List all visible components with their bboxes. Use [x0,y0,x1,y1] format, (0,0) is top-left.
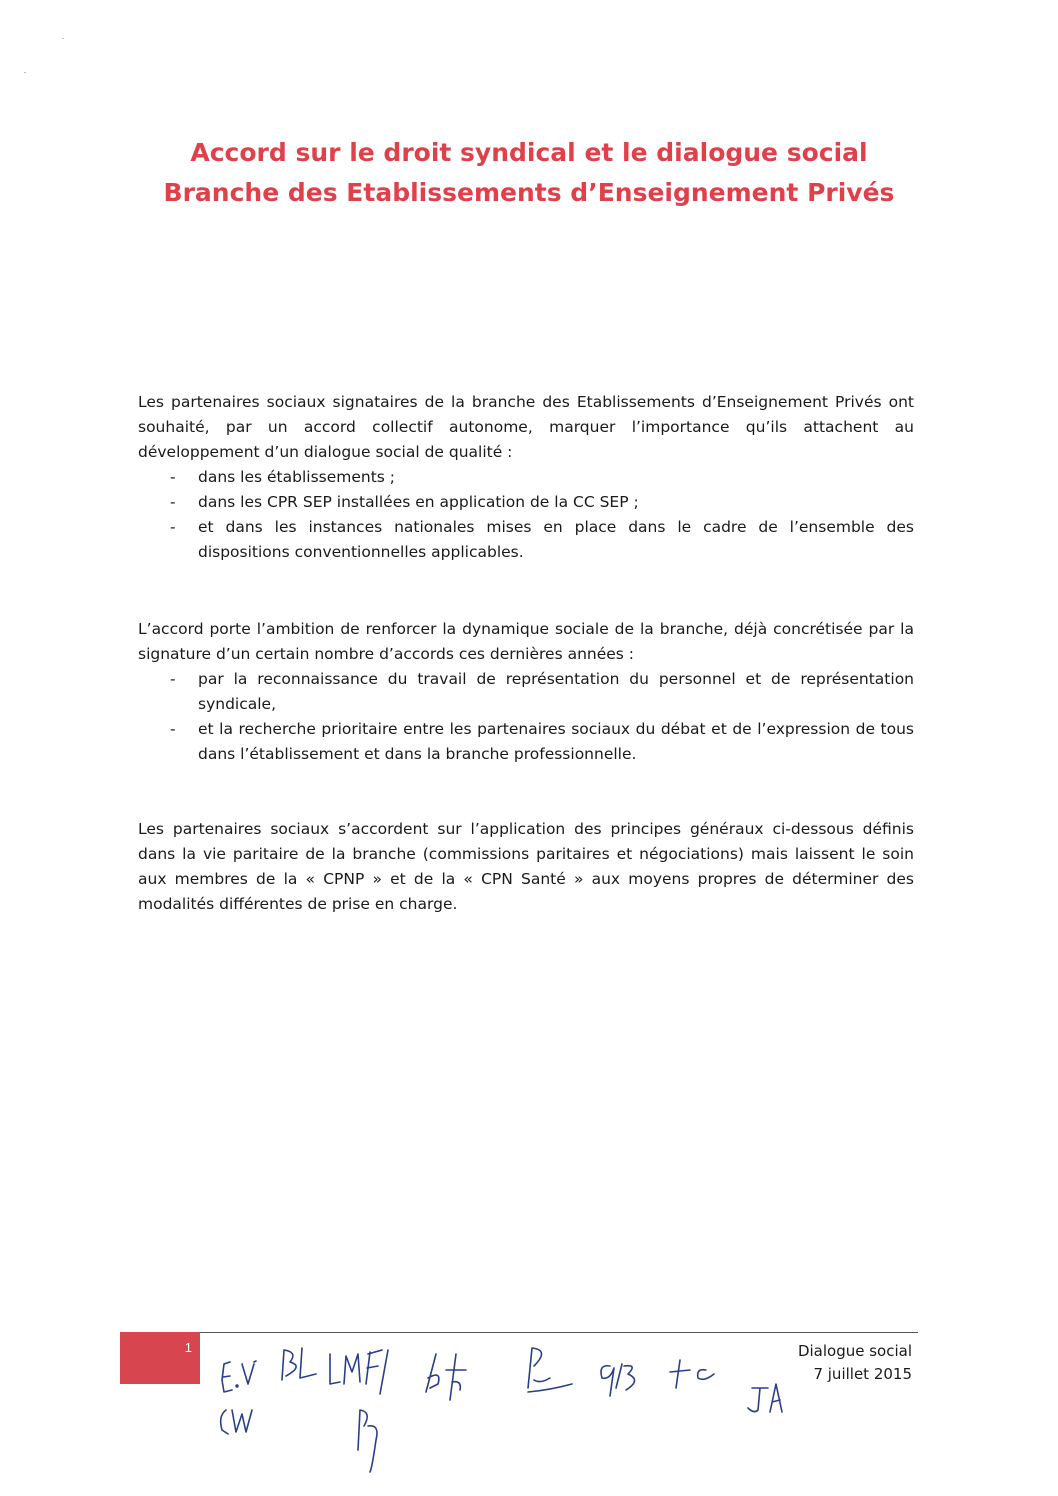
footer-divider [120,1332,918,1333]
list-item: - et la recherche prioritaire entre les partenaires sociaux du débat et de l’expression de tous dans l’établissement et dans la branche professionnelle. [170,720,914,763]
section-2-intro: L’accord porte l’ambition de renforcer la dynamique sociale de la branche, déjà concrétisée par la signature d’un certain nombre d’accords ces dernières années : [138,620,914,663]
section-1 [138,390,914,565]
list-item: - par la reconnaissance du travail de représentation du personnel et de représentation syndicale, [170,670,914,713]
section-1-list [138,465,914,565]
section-3 [138,817,914,917]
list-item: - dans les CPR SEP installées en application de la CC SEP ; [170,493,639,511]
section-3-text: Les partenaires sociaux s’accordent sur l’application des principes généraux ci-dessous définis dans la vie paritaire de la branche (commissions paritaires et négociations) mais laissent le soin aux membres de la « CPNP » et de la « CPN Santé » aux moyens propres de déterminer des modalités différentes de prise en charge. [138,820,914,913]
footer-doc-name: Dialogue social [797,1342,912,1360]
footer-info [798,1340,912,1386]
section-2 [138,617,914,767]
page-number: 1 [184,1340,192,1355]
handwritten-initials [210,1340,790,1480]
list-item: - dans les établissements ; [170,468,396,486]
list-item: - et dans les instances nationales mises en place dans le cadre de l’ensemble des dispositions conventionnelles applicables. [170,518,914,561]
section-1-intro: Les partenaires sociaux signataires de la branche des Etablissements d’Enseignement Privés ont souhaité, par un accord collectif autonome, marquer l’importance qu’ils attachent au développement d’un dialogue social de qualité : [138,393,914,461]
title-line-2: Branche des Etablissements d’Enseignement Privés [163,178,895,207]
page-number-box [120,1332,200,1384]
title-line-1: Accord sur le droit syndical et le dialogue social [190,138,868,167]
section-2-list [138,667,914,767]
footer-date: 7 juillet 2015 [813,1365,912,1383]
document-title [0,133,1058,213]
